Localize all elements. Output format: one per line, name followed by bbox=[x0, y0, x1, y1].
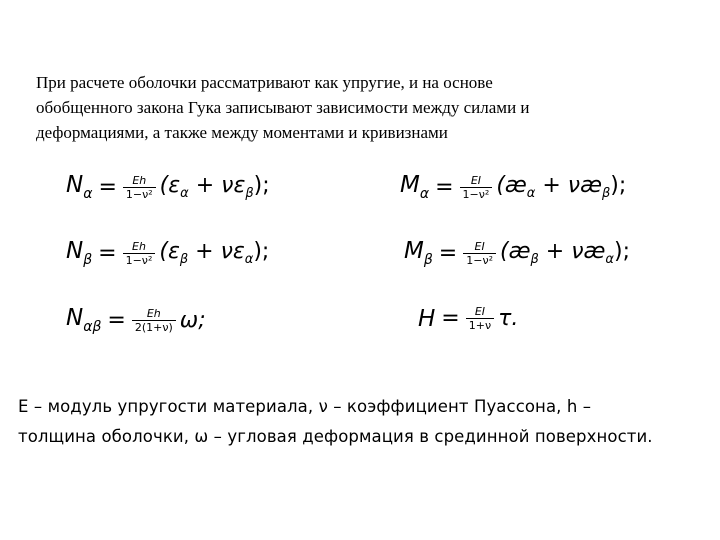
formula-n-alphabeta-rhs: ω; bbox=[179, 307, 206, 333]
equals-sign: = bbox=[438, 240, 458, 266]
formula-h-fraction: $\frac{EI}{1+\nu}$ bbox=[466, 305, 494, 332]
formula-n-alpha-lhs: $N_\alpha$ bbox=[66, 172, 93, 202]
intro-line-1: При расчете оболочки рассматривают как упругие, и на основе bbox=[36, 73, 493, 92]
formula-m-alpha-rhs: ($æ_\alpha$ + $\nu æ_\beta$); bbox=[496, 173, 627, 201]
formula-n-alpha-fraction: $\frac{Eh}{\text{1−ν²}}$ bbox=[123, 174, 156, 201]
formula-m-alpha-fraction: $\frac{EI}{\text{1−ν²}}$ bbox=[460, 174, 493, 201]
formula-m-alpha bbox=[400, 172, 626, 202]
formula-m-beta-lhs: $M_\beta$ bbox=[404, 238, 433, 268]
equals-sign: = bbox=[98, 174, 117, 200]
formula-n-beta-fraction: $\frac{Eh}{\text{1−ν²}}$ bbox=[123, 240, 156, 267]
equals-sign: = bbox=[435, 174, 454, 200]
formula-n-beta-lhs: $N_\beta$ bbox=[66, 238, 93, 268]
formula-n-beta-rhs: $(\varepsilon_\beta + \nu\varepsilon_\alpha)$; bbox=[159, 239, 270, 267]
legend-paragraph bbox=[18, 392, 688, 452]
formula-n-beta bbox=[66, 238, 269, 268]
equals-sign: = bbox=[107, 307, 126, 333]
intro-paragraph bbox=[36, 70, 676, 145]
formula-n-alpha bbox=[66, 172, 270, 202]
formula-m-beta-rhs: ($æ_\beta$ + $\nu æ_\alpha$); bbox=[500, 239, 630, 267]
equals-sign: = bbox=[98, 240, 117, 266]
formula-m-alpha-lhs: $M_\alpha$ bbox=[400, 172, 430, 202]
formula-m-beta-fraction: $\frac{EI}{\text{1−ν²}}$ bbox=[463, 240, 496, 267]
formula-h-lhs: H bbox=[418, 305, 436, 332]
intro-line-2: обобщенного закона Гука записывают зависимости между силами и bbox=[36, 98, 530, 117]
formula-n-alpha-rhs: $(\varepsilon_\alpha + \nu\varepsilon_\beta)$; bbox=[159, 173, 270, 201]
formula-m-beta bbox=[404, 238, 630, 268]
equals-sign: = bbox=[441, 306, 460, 331]
formula-n-alphabeta-fraction: $\frac{Eh}{2(1+\nu)}$ bbox=[132, 307, 176, 334]
formula-h-rhs: τ. bbox=[498, 306, 519, 331]
formula-h bbox=[418, 305, 518, 332]
formula-n-alphabeta bbox=[66, 305, 206, 335]
intro-line-3: деформациями, а также между моментами и кривизнами bbox=[36, 123, 448, 142]
formula-n-alphabeta-lhs: $N_{\alpha\beta}$ bbox=[66, 305, 102, 335]
legend-line-2: толщина оболочки, ω – угловая деформация в срединной поверхности. bbox=[18, 427, 653, 446]
legend-line-1: E – модуль упругости материала, ν – коэффициент Пуассона, h – bbox=[18, 397, 592, 416]
